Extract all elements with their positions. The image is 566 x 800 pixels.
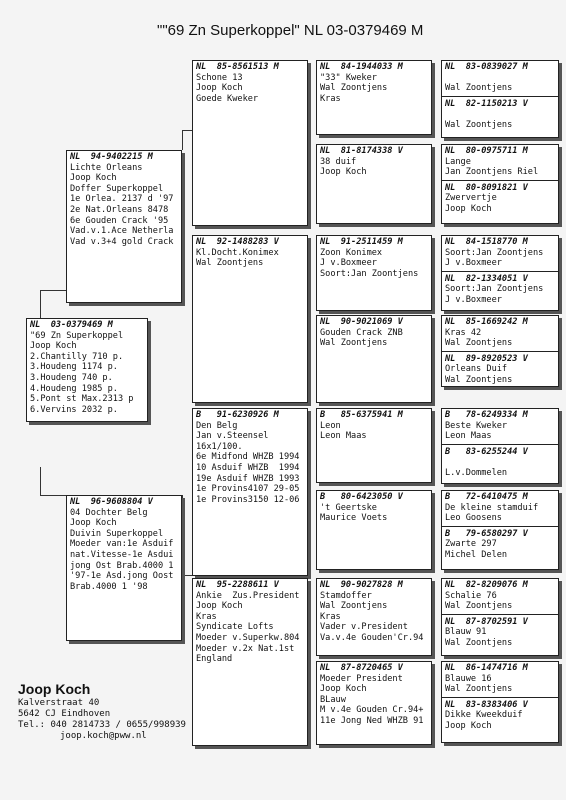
ring-number: B 79-6580297 V xyxy=(445,528,528,539)
pigeon-card-mmf xyxy=(316,578,432,656)
ring-number: B 78-6249334 M xyxy=(445,410,528,420)
ring-number: NL 96-9608804 V xyxy=(70,497,153,507)
ring-number: NL 92-1488283 V xyxy=(196,237,279,247)
ring-number: NL 84-1944033 M xyxy=(320,62,403,72)
pigeon-card-fm xyxy=(192,235,308,403)
pedigree-line: Brab.4000 1 '98 xyxy=(70,581,148,592)
pedigree-line: '97-1e Asd.jong Oost xyxy=(70,571,174,582)
pigeon-card-mfm xyxy=(316,490,432,570)
pedigree-line: Wal Zoontjens xyxy=(320,83,388,94)
pedigree-line: Schalie 76 xyxy=(445,590,497,601)
pedigree-line: 2.Chantilly 710 p. xyxy=(30,351,124,362)
pedigree-line: Blauw 91 xyxy=(445,627,487,638)
pedigree-line: jong Ost Brab.4000 1 xyxy=(70,560,174,571)
pedigree-line: Va.v.4e Gouden'Cr.94 xyxy=(320,632,424,643)
pigeon-card-ffff-fffm xyxy=(441,60,559,138)
pedigree-line: BLauw xyxy=(320,694,346,705)
card-divider xyxy=(442,614,558,615)
ring-number: NL 80-8091821 V xyxy=(445,182,528,193)
pedigree-title: ""69 Zn Superkoppel" NL 03-0379469 M xyxy=(157,22,424,39)
pigeon-card-mf xyxy=(192,408,308,576)
pigeon-card-mmff-mmfm xyxy=(441,578,559,656)
pedigree-line: Joop Koch xyxy=(70,518,117,529)
connector-line xyxy=(182,575,192,576)
ring-number: B 83-6255244 V xyxy=(445,446,528,457)
ring-number: NL 85-1669242 M xyxy=(445,317,528,327)
pigeon-card-fmf xyxy=(316,235,432,311)
pedigree-line: J v.Boxmeer xyxy=(445,258,502,269)
connector-line xyxy=(40,290,66,291)
connector-line xyxy=(182,495,183,575)
card-divider xyxy=(442,271,558,272)
pedigree-line: Soort:Jan Zoontjens xyxy=(445,247,544,258)
pedigree-line: Vad v.3+4 gold Crack xyxy=(70,236,174,247)
ring-number: NL 89-8920523 V xyxy=(445,353,528,364)
pedigree-line: Wal Zoontjens xyxy=(445,637,513,648)
pedigree-line: Wal Zoontjens xyxy=(196,258,264,269)
pedigree-line: 1e Provins4107 29-05 xyxy=(196,484,300,495)
pedigree-line: 16x1/100. xyxy=(196,441,243,452)
pedigree-line: Joop Koch xyxy=(196,83,243,94)
pedigree-line: Leon xyxy=(320,420,341,431)
pigeon-card-fmmf-fmmm xyxy=(441,315,559,387)
pedigree-line: Wal Zoontjens xyxy=(445,83,513,94)
pedigree-line: Schone 13 xyxy=(196,72,243,83)
pedigree-line: Wal Zoontjens xyxy=(320,601,388,612)
pedigree-line: J v.Boxmeer xyxy=(445,294,502,305)
connector-line xyxy=(40,290,41,318)
pedigree-line: 04 Dochter Belg xyxy=(70,507,148,518)
pedigree-line: Moeder v.2x Nat.1st xyxy=(196,643,295,654)
pedigree-line: Joop Koch xyxy=(196,601,243,612)
pedigree-line: Joop Koch xyxy=(30,341,77,352)
card-divider xyxy=(442,444,558,445)
pedigree-line: 38 duif xyxy=(320,156,357,167)
connector-line xyxy=(182,130,192,131)
pedigree-line: Kras 42 xyxy=(445,327,482,338)
pigeon-card-fmm xyxy=(316,315,432,403)
pedigree-line: Joop Koch xyxy=(445,203,492,214)
pedigree-line: 19e Asduif WHZB 1993 xyxy=(196,473,300,484)
pedigree-line: Zoon Konimex xyxy=(320,247,383,258)
pedigree-line: 6e Midfond WHZB 1994 xyxy=(196,452,300,463)
pedigree-line: Kras xyxy=(196,611,217,622)
pedigree-line: L.v.Dommelen xyxy=(445,467,508,478)
pedigree-line: 1e Orlea. 2137 d '97 xyxy=(70,194,174,205)
ring-number: NL 90-9021069 V xyxy=(320,317,403,327)
ring-number: NL 85-8561513 M xyxy=(196,62,279,72)
ring-number: B 72-6410475 M xyxy=(445,492,528,502)
pedigree-line xyxy=(445,109,555,120)
ring-number: B 91-6230926 M xyxy=(196,410,279,420)
pedigree-line: Dikke Kweekduif xyxy=(445,710,523,721)
pedigree-line: 1e Provins3150 12-06 xyxy=(196,494,300,505)
pedigree-line: Kras xyxy=(320,93,341,104)
pigeon-card-mm xyxy=(192,578,308,746)
pedigree-line: Wal Zoontjens xyxy=(445,374,513,385)
ring-number: B 85-6375941 M xyxy=(320,410,403,420)
pedigree-line: Leon Maas xyxy=(320,431,367,442)
pedigree-line: Zwervertje xyxy=(445,193,497,204)
pedigree-line: Beste Kweker xyxy=(445,420,508,431)
pedigree-line: Vad.v.1.Ace Netherla xyxy=(70,226,174,237)
pedigree-line: Joop Koch xyxy=(320,167,367,178)
pedigree-line xyxy=(445,457,555,468)
pigeon-card-ff xyxy=(192,60,308,226)
pigeon-card-mmm xyxy=(316,661,432,745)
pedigree-line: Joop Koch xyxy=(320,684,367,695)
ring-number: NL 82-8209076 M xyxy=(445,580,528,590)
ring-number: NL 81-8174338 V xyxy=(320,146,403,156)
pigeon-card-subject xyxy=(26,318,148,422)
pigeon-card-fmff-fmfm xyxy=(441,235,559,311)
pigeon-card-mother xyxy=(66,495,182,641)
ring-number: NL 84-1518770 M xyxy=(445,237,528,247)
pedigree-line: Soort:Jan Zoontjens xyxy=(320,268,419,279)
pedigree-line: Den Belg xyxy=(196,420,238,431)
pigeon-card-mff xyxy=(316,408,432,483)
pedigree-line: Vader v.President xyxy=(320,622,408,633)
pedigree-line: Wal Zoontjens xyxy=(445,684,513,695)
pigeon-card-father xyxy=(66,150,182,303)
ring-number: NL 03-0379469 M xyxy=(30,320,113,330)
pedigree-line: Joop Koch xyxy=(445,720,492,731)
ring-number: NL 95-2288611 V xyxy=(196,580,279,590)
pigeon-card-fff xyxy=(316,60,432,135)
ring-number: NL 83-0839027 M xyxy=(445,62,528,72)
pedigree-line: Michel Delen xyxy=(445,549,508,560)
pedigree-line: Wal Zoontjens xyxy=(320,338,388,349)
card-divider xyxy=(442,180,558,181)
pedigree-line: Moeder President xyxy=(320,673,403,684)
pedigree-line: 5.Pont st Max.2313 p xyxy=(30,394,134,405)
ring-number: NL 82-1334051 V xyxy=(445,273,528,284)
pedigree-line: Kl.Docht.Konimex xyxy=(196,247,279,258)
ring-number: NL 80-0975711 M xyxy=(445,146,528,156)
pedigree-line: Kras xyxy=(320,611,341,622)
breeder-city: 5642 CJ Eindhoven xyxy=(18,709,111,719)
pedigree-line: Jan Zoontjens Riel xyxy=(445,167,539,178)
pedigree-line: Soort:Jan Zoontjens xyxy=(445,284,544,295)
ring-number: NL 86-1474716 M xyxy=(445,663,528,673)
pedigree-line: Moeder v.Superkw.804 xyxy=(196,632,300,643)
pedigree-line: De kleine stamduif xyxy=(445,502,539,513)
pedigree-line: Orleans Duif xyxy=(445,364,508,375)
pedigree-line: J v.Boxmeer xyxy=(320,258,377,269)
ring-number: B 80-6423050 V xyxy=(320,492,403,502)
pedigree-line: 3.Houdeng 1174 p. xyxy=(30,362,118,373)
pedigree-line: 10 Asduif WHZB 1994 xyxy=(196,462,300,473)
breeder-name: Joop Koch xyxy=(18,681,91,697)
pedigree-line: "69 Zn Superkoppel xyxy=(30,330,124,341)
pedigree-line: Lange xyxy=(445,156,471,167)
ring-number: NL 83-8383406 V xyxy=(445,699,528,710)
pedigree-line: 3.Houdeng 740 p. xyxy=(30,372,113,383)
card-divider xyxy=(442,697,558,698)
pedigree-line: Wal Zoontjens xyxy=(445,338,513,349)
ring-number: NL 87-8702591 V xyxy=(445,616,528,627)
pedigree-line: 6.Vervins 2032 p. xyxy=(30,404,118,415)
pedigree-line: 4.Houdeng 1985 p. xyxy=(30,383,118,394)
pedigree-line: Stamdoffer xyxy=(320,590,372,601)
pedigree-line: Maurice Voets xyxy=(320,513,388,524)
pedigree-line: nat.Vitesse-1e Asdui xyxy=(70,549,174,560)
pedigree-line: Goede Kweker xyxy=(196,93,259,104)
pedigree-line: England xyxy=(196,654,233,665)
pedigree-line: Joop Koch xyxy=(70,173,117,184)
pedigree-line: Leon Maas xyxy=(445,431,492,442)
connector-line xyxy=(182,130,183,150)
pigeon-card-mmmf-mmmm xyxy=(441,661,559,743)
pedigree-line: Wal Zoontjens xyxy=(445,119,513,130)
pedigree-line: Syndicate Lofts xyxy=(196,622,274,633)
ring-number: NL 90-9027828 M xyxy=(320,580,403,590)
card-divider xyxy=(442,96,558,97)
pedigree-line: Wal Zoontjens xyxy=(445,601,513,612)
connector-line xyxy=(40,467,41,495)
pigeon-card-ffmf-ffmm xyxy=(441,144,559,224)
pigeon-card-ffm xyxy=(316,144,432,224)
pedigree-line: Ankie Zus.President xyxy=(196,590,300,601)
card-divider xyxy=(442,351,558,352)
pedigree-line: M v.4e Gouden Cr.94+ xyxy=(320,705,424,716)
pedigree-line: Gouden Crack ZNB xyxy=(320,327,403,338)
ring-number: NL 91-2511459 M xyxy=(320,237,403,247)
pedigree-line: Duivin Superkoppel xyxy=(70,528,164,539)
pedigree-line: 't Geertske xyxy=(320,502,377,513)
pedigree-line: 6e Gouden Crack '95 xyxy=(70,215,169,226)
pedigree-line: 2e Nat.Orleans 8478 xyxy=(70,204,169,215)
ring-number: NL 82-1150213 V xyxy=(445,98,528,109)
breeder-street: Kalverstraat 40 xyxy=(18,698,100,708)
pigeon-card-mfff-mffm xyxy=(441,408,559,484)
pigeon-card-mfmf-mfmm xyxy=(441,490,559,570)
pedigree-line: Blauwe 16 xyxy=(445,673,492,684)
breeder-phone: Tel.: 040 2814733 / 0655/998939 xyxy=(18,720,186,730)
pedigree-line: Leo Goosens xyxy=(445,513,502,524)
pedigree-line xyxy=(445,73,555,84)
connector-line xyxy=(40,495,66,496)
breeder-address xyxy=(18,680,186,742)
pedigree-line: Moeder van:1e Asduif xyxy=(70,539,174,550)
pedigree-line: Jan v.Steensel xyxy=(196,431,269,442)
card-divider xyxy=(442,526,558,527)
pedigree-line: "33" Kweker xyxy=(320,72,377,83)
ring-number: NL 87-8720465 V xyxy=(320,663,403,673)
pedigree-line: Zwarte 297 xyxy=(445,539,497,550)
pedigree-line: 11e Jong Ned WHZB 91 xyxy=(320,715,424,726)
breeder-email: joop.koch@pww.nl xyxy=(60,731,147,741)
ring-number: NL 94-9402215 M xyxy=(70,152,153,162)
pedigree-line: Lichte Orleans xyxy=(70,162,143,173)
pedigree-line: Doffer Superkoppel xyxy=(70,183,164,194)
